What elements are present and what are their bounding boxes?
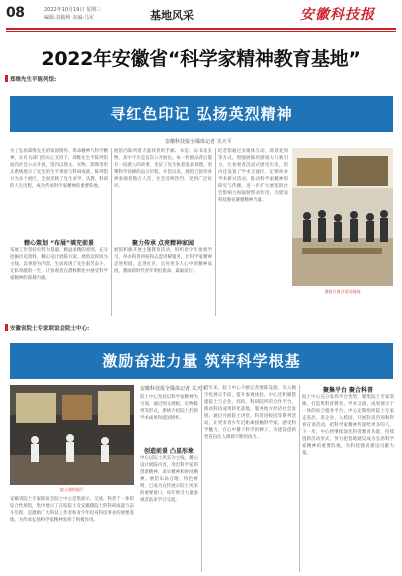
section-title: 基地风采 [150, 9, 194, 22]
column-divider [215, 148, 216, 316]
kicker-marker [5, 75, 8, 82]
story2-byline: 安徽科技报全媒体记者 关天平 [140, 386, 207, 392]
story2-col2-text: 院士中心坚持以科学家精神为引领，通过图文展板、实物陈列等形式，系统介绍院士们的学术成果和爱国情怀。 [140, 395, 198, 421]
story1-kicker: 郑维先生平陈列馆: [10, 77, 57, 83]
header-rule [6, 28, 396, 30]
story1-byline: 安徽科技报全媒体记者 关天平 [165, 139, 232, 145]
story2-kicker: 安徽省院士专家联谊会院士中心: [10, 326, 90, 332]
column-divider [299, 385, 300, 572]
story1-photo-caption: 展馆开放日活动现场 [324, 289, 361, 294]
story1-subhead-mid: 聚力传承 点亮精神家园 [131, 240, 195, 247]
story1-col1b-text: 布展工作坚持史料为基础、精益求精的原则，充分挖掘历史资料，精心设计展陈方案。展馆以时间为主线，以事迹为内容，生动再现了先生艰苦奋斗、无私奉献的一生，让参观者在潜移默化中感受科学家精神的深刻内涵。 [10, 248, 108, 281]
story2-subhead-left: 创造前景 凸显形象 [143, 448, 195, 455]
story2-banner: 激励奋进力量 筑牢科学根基 [10, 343, 393, 379]
story2-col2b-text: 中心以院士风采为主线，精心设计展陈内容，突出科学家的创新精神、求实精神和协同精神。展馆布局合理、特色鲜明，已成为宣传展示院士风采的重要窗口，每年吸引大量参观者前来学习交流。 [140, 456, 198, 503]
masthead-logo: 安徽科技报 [300, 7, 375, 23]
story1-subhead-left: 精心策划 “布展”填充前景 [24, 240, 94, 247]
kicker-marker [5, 324, 8, 331]
page-header [0, 0, 402, 36]
column-divider [201, 385, 202, 572]
page-number: 08 [6, 5, 25, 21]
story2-col1-text: 安徽省院士专家联谊会院士中心是集展示、交流、科普于一体的综合性场馆，集中展示了在皖院士及安徽籍院士的科研成就与奋斗历程，是激励广大科技工作者和青少年投身科技事业的重要基地，为传承弘扬科学家精神发挥了积极作用。 [10, 497, 134, 523]
story1-col2b-text: 展馆积极开展主题教育活动，组织青少年参观学习，举办科普讲座和志愿讲解服务，让科学家精神走进校园、走进社区，点亮更多人心中的精神家园，激励新时代青年勇担使命、砥砺前行。 [114, 248, 212, 274]
story2-photo [10, 385, 134, 485]
editor-line: 编辑:刘俊岭 美编:马军 [44, 15, 94, 21]
main-headline: 2022年安徽省“科学家精神教育基地” [41, 48, 361, 70]
story2-col3-text: 近年来，院士中心不断完善展陈设施，引入数字化展示手段，提升参观体验。中心还积极搭建院士与企业、高校、科研院所的合作平台，推动科技成果转化落地，服务地方经济社会发展。通过开展院士讲堂、科普进校园等系列活动，让更多青少年近距离接触科学家，感受科学魅力，在心中播下科学的种子，为建设创新型省份注入源源不断的动力。 [204, 386, 296, 440]
column-divider [111, 148, 112, 316]
story1-photo [292, 148, 393, 286]
story2-col4-text: 院士中心充分发挥平台优势，聚集院士专家资源，打造集科普教育、学术交流、成果展示于一体的综合服务平台。中心定期组织院士专家走基层、进企业、入校园，开展科技咨询和科普宣讲活动，把科学家精神传递给更多的人。下一步，中心将继续深化科普教育功能，持续创新活动形式，努力把基地建设成为弘扬科学家精神的重要阵地，为科技强省建设贡献力量。 [302, 395, 394, 456]
story1-col3-text: 纪念馆通过多媒体互动、场景复原等方式，增强展陈的感染力与吸引力，让参观者沉浸式感受历史。馆内还设置了学术交流区，定期举办学术研讨活动，推动科学家精神的研究与传播，进一步扩大展馆的社会影响力和辐射带动作用，为建设科技强省凝聚精神力量。 [218, 149, 288, 203]
story2-photo-caption: 院士展馆展厅 [60, 487, 84, 492]
header-rule-thin [6, 31, 396, 32]
story2-subhead-right: 聚集平台 聚合科普 [322, 387, 374, 394]
story1-col1-text: 为了弘扬郑维先生的家国情怀、革命精神与科学精神，在有关部门的关心支持下，郑维先生平陈列馆面向社会公众开放，馆内以图文、实物、影像等形式系统展示了先生的生平事迹与科研成就。陈列馆分为多个展区，全面反映了先生求学、从教、科研的人生历程，成为传承科学家精神的重要阵地。 [10, 149, 108, 189]
story1-col2-text: 展馆内陈列着大量珍贵的手稿、书信、证书及实物，其中不少是首次公开展出。每一件展品背后都有一段感人的故事，见证了先生执着追求真理、勇攀科学高峰的奋斗历程。开馆以来，展馆已接待各界参观者数万人次，社会反响热烈，受到广泛好评。 [114, 149, 212, 189]
story1-banner: 寻红色印记 弘扬英烈精神 [10, 96, 393, 132]
issue-date: 2022年10月19日 星期三 [44, 7, 102, 13]
